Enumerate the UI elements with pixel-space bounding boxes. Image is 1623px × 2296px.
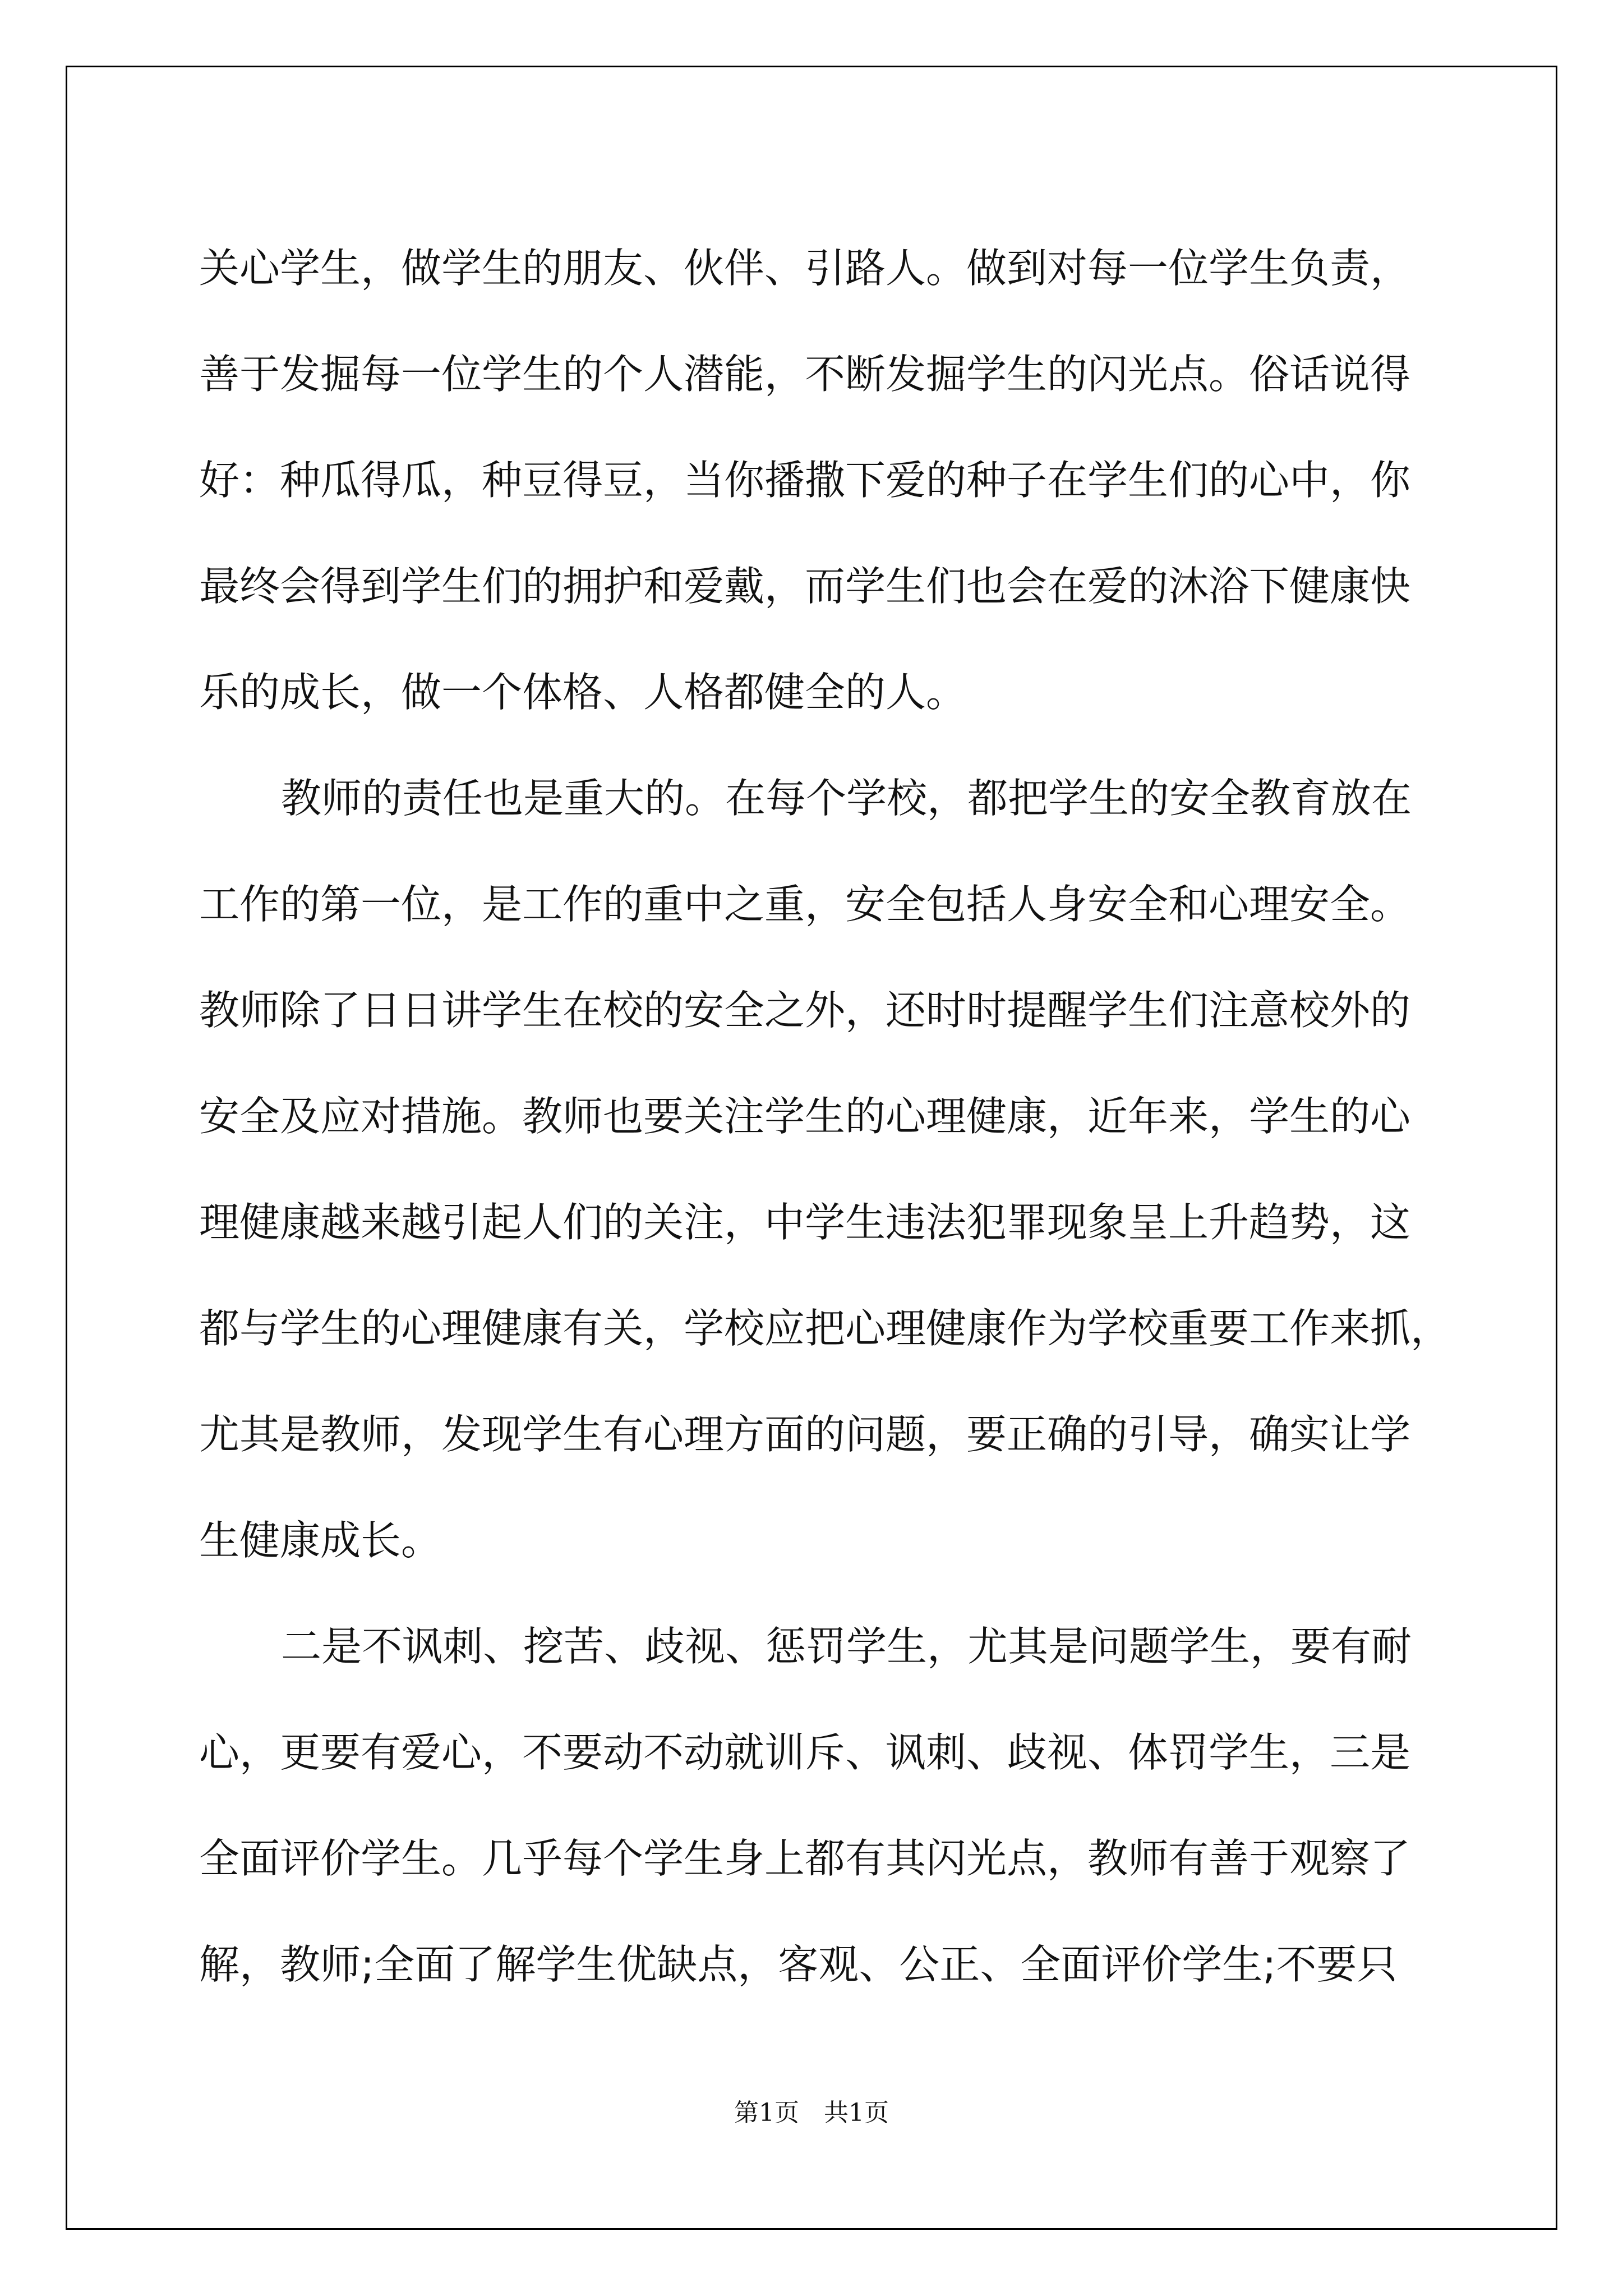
page-number: 第1页 共1页 xyxy=(734,2099,889,2127)
text-line: 好：种瓜得瓜，种豆得豆，当你播撒下爱的种子在学生们的心中，你 xyxy=(199,457,1411,504)
document-body xyxy=(199,215,1451,2018)
text-line: 善于发掘每一位学生的个人潜能，不断发掘学生的闪光点。俗话说得 xyxy=(199,351,1411,398)
text-line: 全面评价学生。几乎每个学生身上都有其闪光点，教师有善于观察了 xyxy=(199,1835,1411,1882)
text-line: 解，教师;全面了解学生优缺点，客观、公正、全面评价学生;不要只 xyxy=(199,1941,1398,1988)
text-line: 最终会得到学生们的拥护和爱戴，而学生们也会在爱的沐浴下健康快 xyxy=(199,563,1411,610)
text-line: 生健康成长。 xyxy=(199,1517,442,1564)
text-line: 教师除了日日讲学生在校的安全之外，还时时提醒学生们注意校外的 xyxy=(199,987,1411,1034)
text-line: 工作的第一位，是工作的重中之重，安全包括人身安全和心理安全。 xyxy=(199,881,1411,928)
text-line: 乐的成长，做一个体格、人格都健全的人。 xyxy=(199,669,967,716)
text-line: 二是不讽刺、挖苦、歧视、惩罚学生，尤其是问题学生，要有耐 xyxy=(281,1623,1412,1670)
text-line: 教师的责任也是重大的。在每个学校，都把学生的安全教育放在 xyxy=(281,775,1412,822)
page-footer xyxy=(0,2092,1623,2128)
text-line: 理健康越来越引起人们的关注，中学生违法犯罪现象呈上升趋势，这 xyxy=(199,1199,1411,1246)
text-line: 安全及应对措施。教师也要关注学生的心理健康，近年来，学生的心 xyxy=(199,1093,1411,1140)
text-line: 心，更要有爱心，不要动不动就训斥、讽刺、歧视、体罚学生，三是 xyxy=(199,1729,1411,1776)
text-line: 尤其是教师，发现学生有心理方面的问题，要正确的引导，确实让学 xyxy=(199,1411,1411,1458)
text-line: 都与学生的心理健康有关，学校应把心理健康作为学校重要工作来抓， xyxy=(199,1305,1451,1352)
text-line: 关心学生，做学生的朋友、伙伴、引路人。做到对每一位学生负责， xyxy=(199,245,1411,292)
